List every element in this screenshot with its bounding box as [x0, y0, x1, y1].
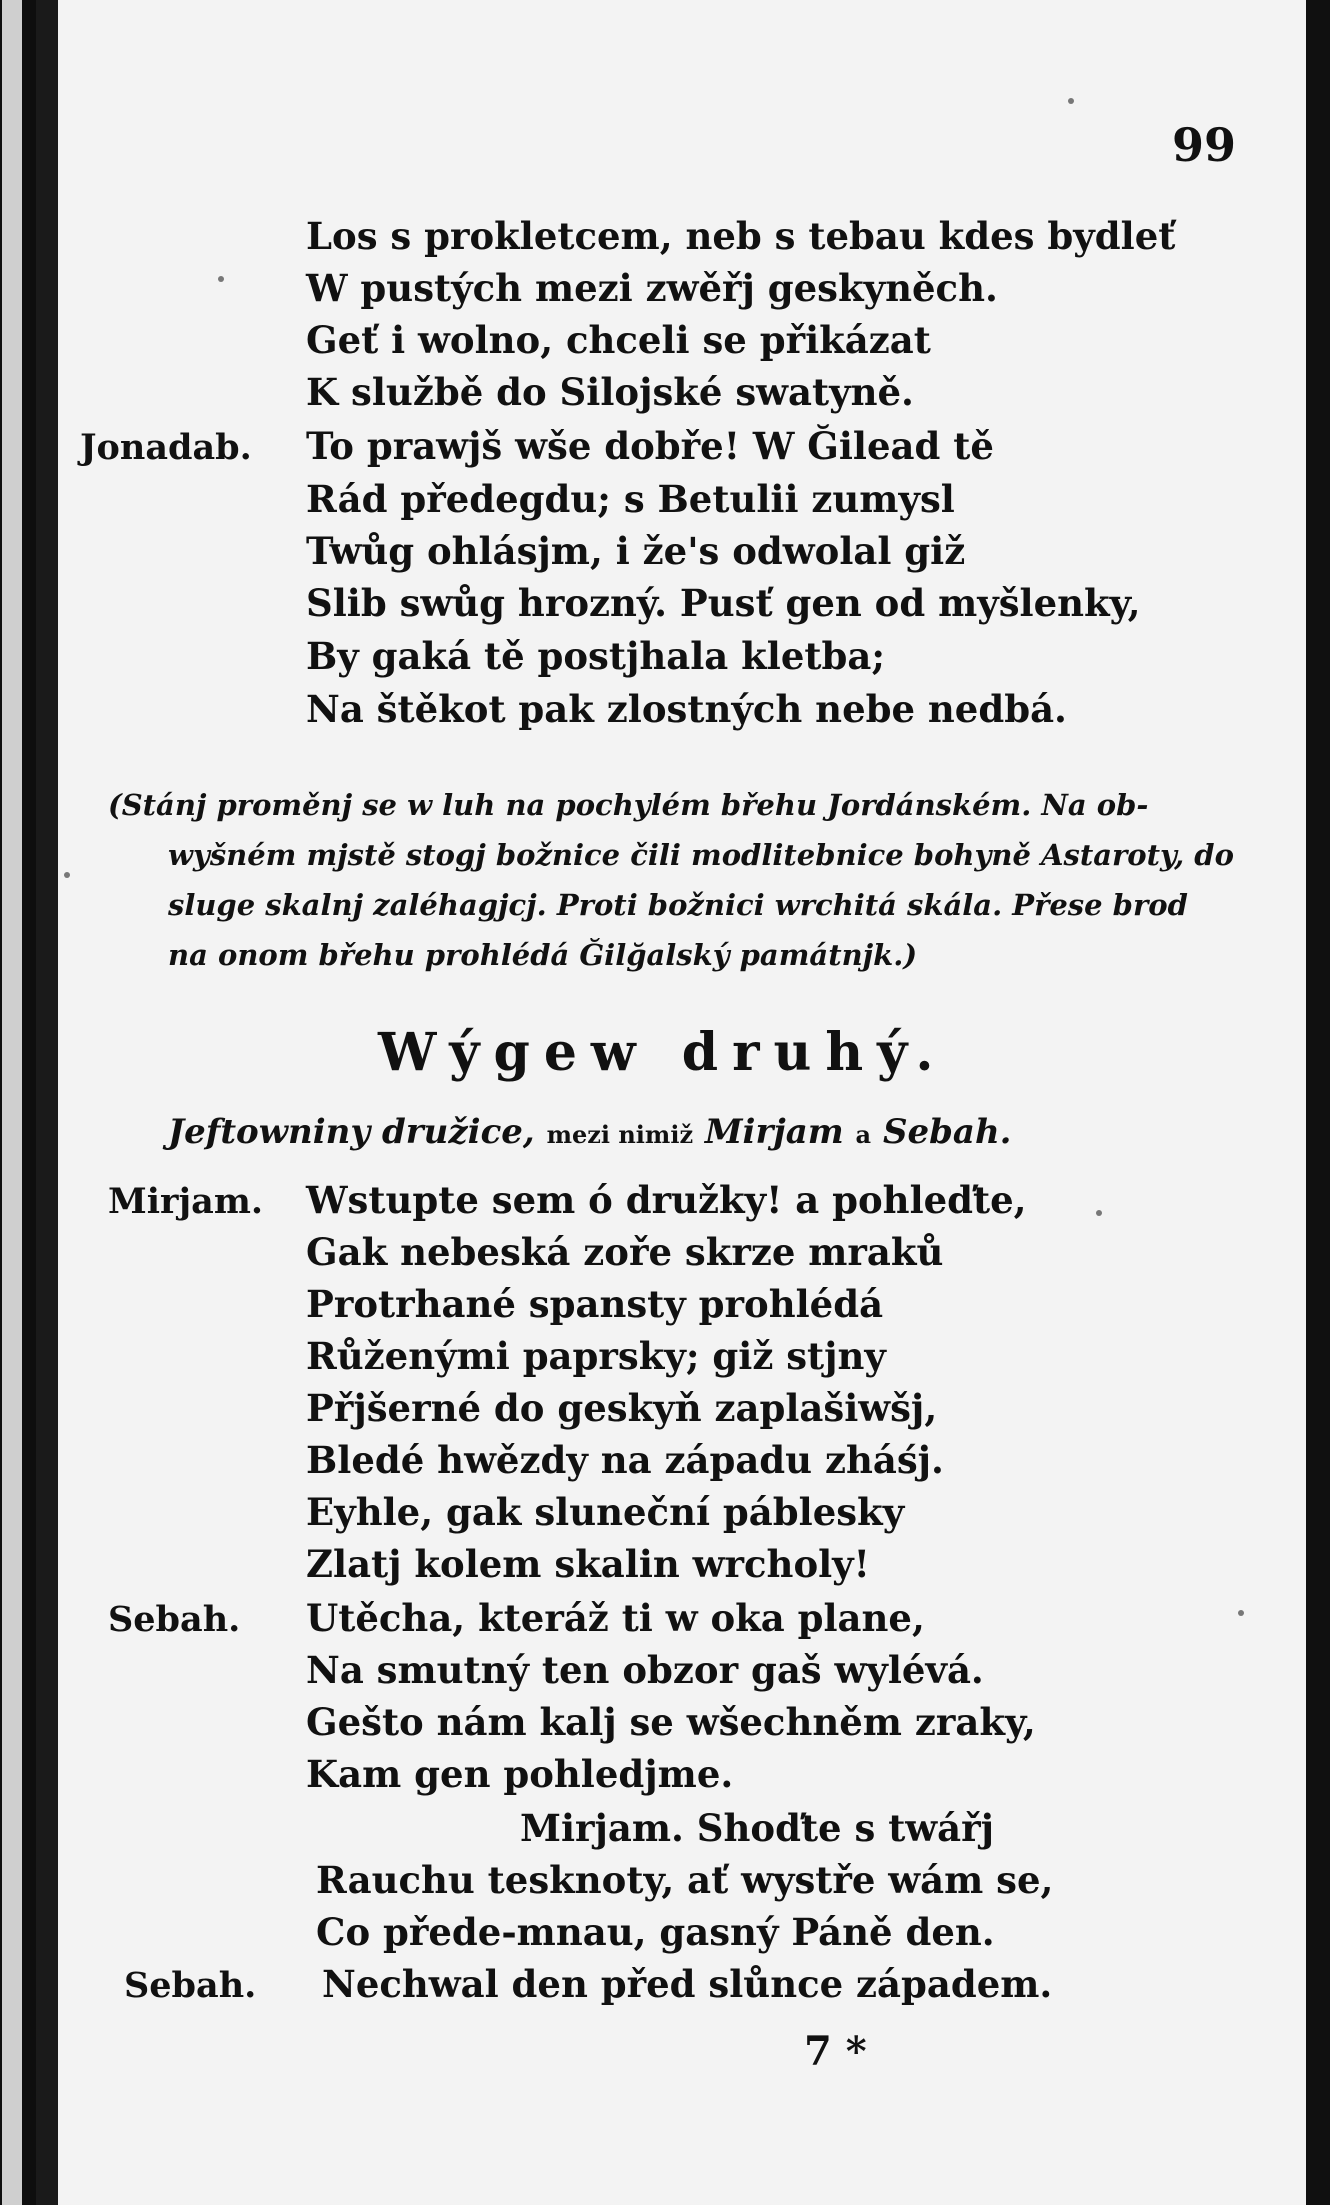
stage-direction-line: sluge skalnj zaléhagjcj. Proti božnici wrchitá skála. Přese brod	[168, 888, 1188, 922]
speaker-name: Sebah.	[108, 1599, 241, 1640]
signature-mark: 7 *	[804, 2028, 867, 2075]
scan-speck	[64, 872, 70, 878]
scene-title: Wýgew druhý.	[378, 1022, 948, 1083]
verse-line: Eyhle, gak sluneční páblesky	[306, 1490, 905, 1534]
stage-direction	[108, 780, 1238, 980]
speaker-name: Mirjam.	[108, 1181, 264, 1222]
verse-line: Přjšerné do geskyň zaplašiwšj,	[306, 1386, 938, 1430]
verse-line: Zlatj kolem skalin wrcholy!	[306, 1542, 870, 1586]
previous-page-edge	[2, 0, 22, 2205]
verse-line: Bledé hwězdy na západu zháśj.	[306, 1438, 944, 1482]
verse-line: Na štěkot pak zlostných nebe nedbá.	[306, 687, 1067, 731]
cast-connector: mezi nimiž	[546, 1120, 694, 1149]
scan-speck	[1068, 98, 1074, 104]
verse-line: Nechwal den před slůnce západem.	[322, 1962, 1053, 2006]
verse-line: Los s prokletcem, neb s tebau kdes bydleť	[306, 214, 1176, 258]
cast-connector: a	[855, 1120, 872, 1149]
verse-line: Rád předegdu; s Betulii zumysl	[306, 477, 955, 521]
verse-line-split	[520, 1806, 994, 1850]
speaker-name: Mirjam.	[520, 1806, 684, 1850]
scene-cast	[168, 1112, 1012, 1152]
scan-speck	[218, 276, 224, 282]
verse-line: Wstupte sem ó družky! a pohleďte,	[306, 1178, 1027, 1222]
verse-line: Gak nebeská zoře skrze mraků	[306, 1230, 944, 1274]
verse-line: Slib swůg hrozný. Pusť gen od myšlenky,	[306, 581, 1141, 625]
verse-line: Twůg ohlásjm, i že's odwolal giž	[306, 529, 966, 573]
verse-line: By gaká tě postjhala kletba;	[306, 634, 885, 678]
speaker-name: Sebah.	[124, 1965, 257, 2006]
scan-edge-right	[1306, 0, 1330, 2205]
scan-speck	[1096, 1210, 1102, 1216]
verse-line: Co přede-mnau, gasný Páně den.	[316, 1910, 995, 1954]
verse-line: Geť i wolno, chceli se přikázat	[306, 318, 931, 362]
stage-direction-line: na onom břehu prohlédá Ğilğalský památnjk.)	[168, 938, 918, 972]
verse-line: To prawjš wše dobře! W Ğilead tě	[306, 424, 994, 468]
stage-direction-line: wyšném mjstě stogj božnice čili modlitebnice bohyně Astaroty, do	[168, 838, 1234, 872]
cast-name: Sebah.	[882, 1112, 1012, 1152]
verse-line: Protrhané spansty prohlédá	[306, 1282, 884, 1326]
verse-line: Utěcha, kteráž ti w oka plane,	[306, 1596, 925, 1640]
verse-line: K službě do Silojské swatyně.	[306, 370, 914, 414]
verse-line: Růženými paprsky; giž stjny	[306, 1334, 886, 1378]
scan-speck	[1238, 1610, 1244, 1616]
verse-line: Rauchu tesknoty, ať wystře wám se,	[316, 1858, 1054, 1902]
cast-group: Jeftowniny družice,	[168, 1112, 535, 1152]
verse-text: Shoďte s twářj	[696, 1806, 994, 1850]
stage-direction-line: (Stánj proměnj se w luh na pochylém břehu Jordánském. Na ob-	[108, 788, 1149, 822]
verse-line: W pustých mezi zwěřj geskyněch.	[306, 266, 998, 310]
book-page	[58, 0, 1306, 2205]
cast-name: Mirjam	[704, 1112, 844, 1152]
page-number: 99	[1171, 118, 1236, 172]
verse-line: Kam gen pohledjme.	[306, 1752, 734, 1796]
verse-line: Gešto nám kalj se wšechněm zraky,	[306, 1700, 1036, 1744]
speaker-name: Jonadab.	[80, 427, 252, 468]
verse-line: Na smutný ten obzor gaš wylévá.	[306, 1648, 984, 1692]
